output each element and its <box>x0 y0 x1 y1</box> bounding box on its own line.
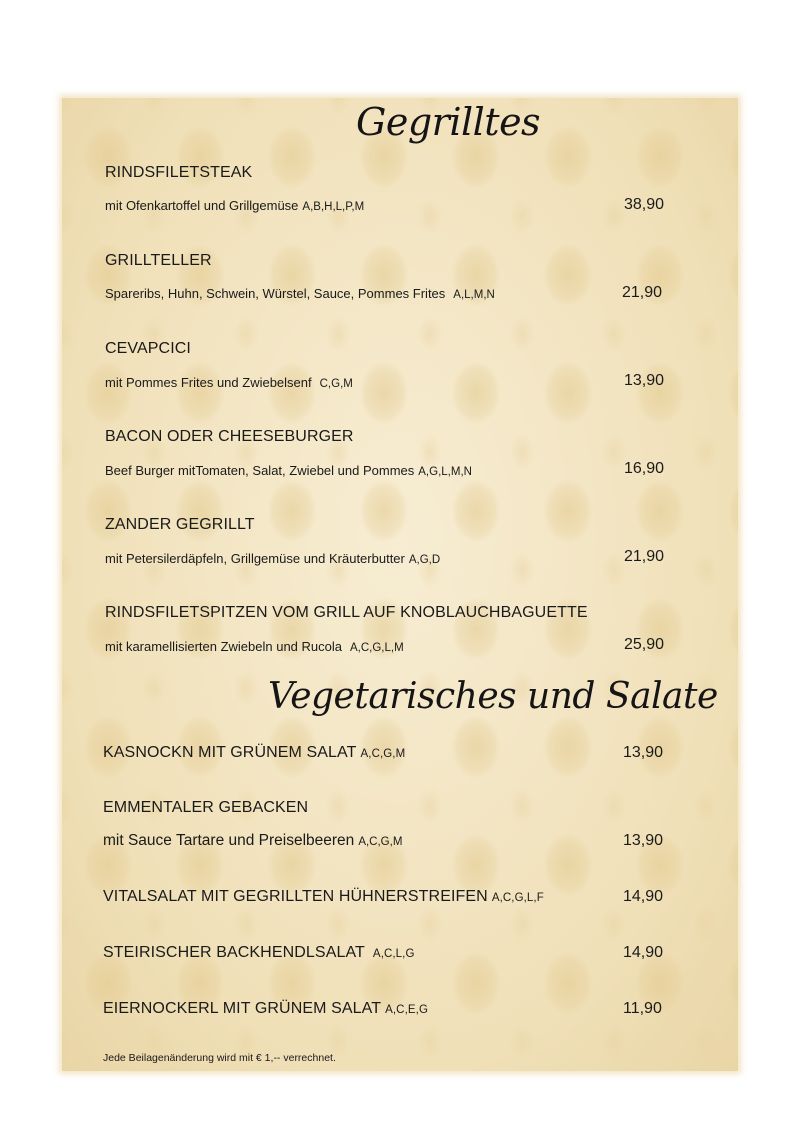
menu-item-price: 11,90 <box>623 1000 662 1017</box>
menu-item-description: Spareribs, Huhn, Schwein, Würstel, Sauce, Pommes Frites A,L,M,N <box>105 286 495 301</box>
menu-item-name: BACON ODER CHEESEBURGER <box>105 428 354 445</box>
menu-item-price: 21,90 <box>622 284 663 301</box>
menu-item-price: 13,90 <box>623 744 664 761</box>
section-title-grilled: Gegrilltes <box>356 100 541 144</box>
menu-item-name: VITALSALAT MIT GEGRILLTEN HÜHNERSTREIFEN A,C,G,L,F <box>103 888 544 905</box>
allergen-codes: A,C,E,G <box>385 1004 428 1016</box>
allergen-codes: C,G,M <box>319 378 353 390</box>
section-title-vegetarian: Vegetarisches und Salate <box>268 676 718 717</box>
menu-item-name: ZANDER GEGRILLT <box>105 516 255 533</box>
menu-item-description: Beef Burger mitTomaten, Salat, Zwiebel und Pommes A,G,L,M,N <box>105 463 472 478</box>
menu-item-price: 25,90 <box>624 636 665 653</box>
menu-item-name: GRILLTELLER <box>105 252 212 269</box>
allergen-codes: A,B,H,L,P,M <box>302 201 365 213</box>
allergen-codes: A,C,G,M <box>360 748 406 760</box>
allergen-codes: A,C,G,L,F <box>491 892 544 904</box>
menu-paper-background <box>62 98 738 1071</box>
menu-item-description: mit Sauce Tartare und Preiselbeeren A,C,G,M <box>103 832 403 849</box>
menu-item-price: 14,90 <box>623 888 664 905</box>
allergen-codes: A,C,L,G <box>372 948 415 960</box>
menu-item-name: RINDSFILETSTEAK <box>105 164 253 181</box>
menu-item-price: 21,90 <box>624 548 665 565</box>
allergen-codes: A,L,M,N <box>453 289 495 301</box>
menu-item-price: 16,90 <box>624 460 665 477</box>
allergen-codes: A,G,L,M,N <box>418 466 472 478</box>
menu-item-name: EIERNOCKERL MIT GRÜNEM SALAT A,C,E,G <box>103 1000 428 1017</box>
menu-item-price: 14,90 <box>623 944 664 961</box>
allergen-codes: A,C,G,L,M <box>350 642 404 654</box>
menu-item-price: 13,90 <box>624 372 665 389</box>
menu-item-name: CEVAPCICI <box>105 340 191 357</box>
allergen-codes: A,G,D <box>408 554 441 566</box>
menu-item-name: RINDSFILETSPITZEN VOM GRILL AUF KNOBLAUCHBAGUETTE <box>105 604 588 621</box>
menu-item-name: KASNOCKN MIT GRÜNEM SALAT A,C,G,M <box>103 744 406 761</box>
menu-item-description: mit karamellisierten Zwiebeln und Rucola A,C,G,L,M <box>105 639 404 654</box>
menu-item-price: 13,90 <box>623 832 664 849</box>
allergen-codes: A,C,G,M <box>358 836 403 848</box>
menu-item-description: mit Pommes Frites und Zwiebelsenf C,G,M <box>105 375 353 390</box>
menu-item-description: mit Petersilerdäpfeln, Grillgemüse und Kräuterbutter A,G,D <box>105 551 441 566</box>
menu-item-description: mit Ofenkartoffel und Grillgemüse A,B,H,L,P,M <box>105 198 365 213</box>
footer-note: Jede Beilagenänderung wird mit € 1,-- verrechnet. <box>103 1052 336 1064</box>
menu-item-name: STEIRISCHER BACKHENDLSALAT A,C,L,G <box>103 944 415 961</box>
menu-item-name: EMMENTALER GEBACKEN <box>103 799 309 816</box>
menu-item-price: 38,90 <box>624 196 665 213</box>
